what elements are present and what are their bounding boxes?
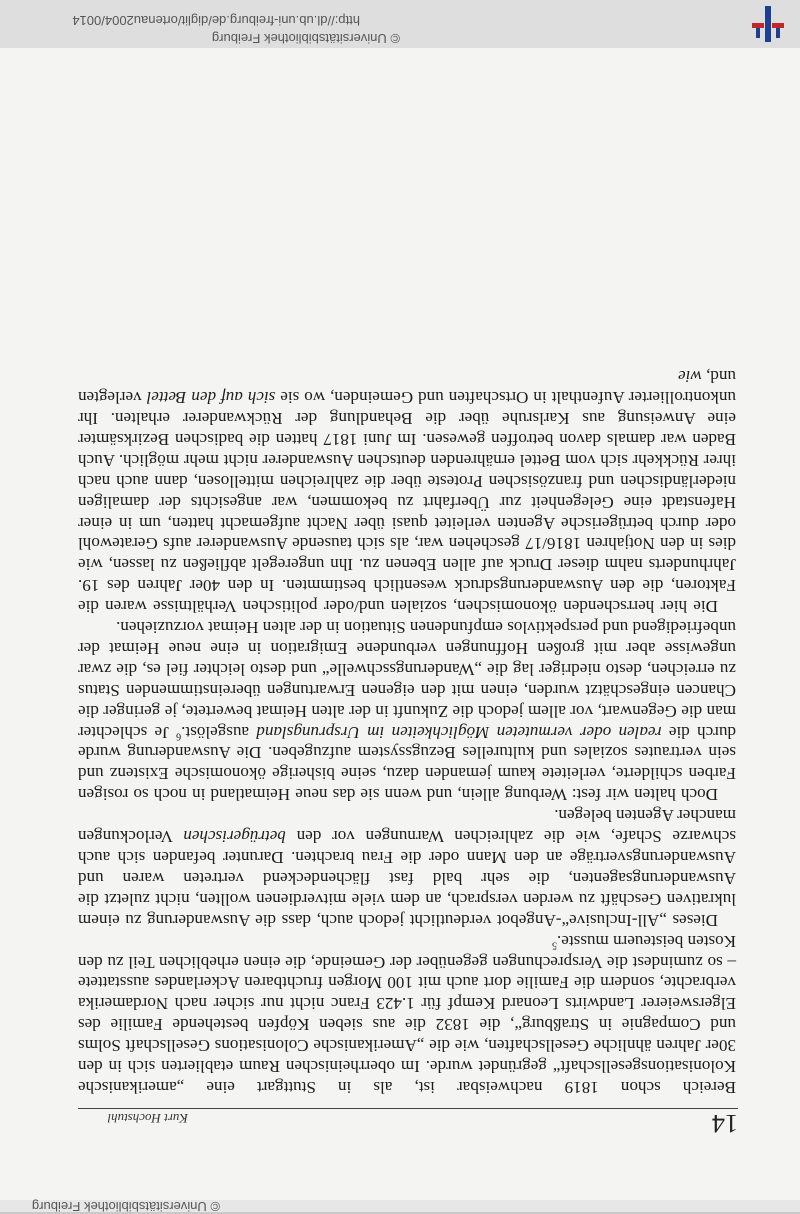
paragraph-4: Die hier herrschenden ökonomischen, sozialen und/oder politischen Verhältnisse waren die Faktoren, die den Auswanderungsdruck wesentlich bestimmten. In den 40er Jahren des 19. Jahrhunderts nahm dieser Druck auf allen Ebenen zu. Ihn ungeregelt abfließen zu lassen, wie dies in den Notjahren 1816/17 geschehen war, als sich tausende Auswanderer aufs Geratewohl oder durch betrügerische Agenten verleitet quasi über Nacht aufgemacht hatten, um in einer Hafenstadt eine Gelegenheit zur Überfahrt zu bekommen, war angesichts der damaligen niederländischen und französischen Proteste über die zahlreichen mittellosen, dann auch nach ihrer Rückkehr sich vom Bettel ernährenden deutschen Auswanderer nicht mehr möglich. Auch Baden war damals davon betroffen gewesen. Im Juni 1817 hatten die badischen Bezirksämter eine Anweisung aus Karlsruhe über die Behandlung der Rückwanderer erhalten. Ihr unkontrollierter Aufenthalt in Ortschaften und Gemeinden, wo sie sich auf den Bettel verlegten und, wie xyxy=(78,367,736,617)
running-head: Kurt Hochstuhl xyxy=(107,1111,188,1126)
viewer-bottom-bar xyxy=(0,0,800,48)
body-text xyxy=(78,365,736,1097)
header-rule xyxy=(78,1108,738,1109)
university-logo-icon xyxy=(748,4,788,44)
page-number: 14 xyxy=(712,1109,738,1138)
copyright-top: © Universitätsbibliothek Freiburg xyxy=(31,1199,220,1214)
footnote-ref-5[interactable]: 5 xyxy=(552,939,558,951)
footnote-ref-6[interactable]: 6 xyxy=(176,730,182,742)
paragraph-3: Doch halten wir fest: Werbung allein, und wenn sie das neue Heimatland in noch so rosigen Farben schilderte, verleitete kaum jemanden dazu, seine bisherige ökonomische Existenz und sein vertrautes soziales und kulturelles Bezugssystem aufzugeben. Die Auswanderung wurde durch die realen oder vermuteten Möglichkeiten im Ursprungsland ausgelöst.$^6$ Je schlechter man die Gegenwart, vor allem jedoch die Zukunft in der alten Heimat bewertete, je geringer die Chancen eingeschätzt wurden, einen mit den eigenen Erwartungen übereinstimmenden Status zu erreichen, desto niedriger lag die „Wanderungsschwelle“ und desto leichter fiel es, die zwar ungewisse aber mit großen Hoffnungen verbundene Emigration in eine neue Heimat der unbefriedigend und perspektivlos empfundenen Situation in der alten Heimat vorzuziehen. xyxy=(78,618,736,805)
copyright-bottom: © Universitätsbibliothek Freiburg xyxy=(211,31,400,46)
source-url[interactable]: http://dl.ub.uni-freiburg.de/diglit/ortenau2004/0014 xyxy=(72,13,360,28)
viewer-top-strip xyxy=(0,1200,800,1212)
paragraph-1: Bereich schon 1819 nachweisbar ist, als in Stuttgart eine „amerikanische Kolonisationsgesellschaft“ gegründet wurde. Im oberrheinischen Raum etablierten sich in den 30er Jahren ähnliche Gesellschaften, wie die „Amerikanische Colonisations Gesellschaft Solms und Compagnie in Straßburg“, die 1832 die aus sieben Köpfen bestehende Familie des Elgersweierer Landwirts Leonard Kempf für 1.423 Franc nicht nur sicher nach Nordamerika verbrachte, sondern die Familie dort auch mit 100 Morgen fruchtbaren Ackerlandes ausstattete – so zumindest die Versprechungen gegenüber der Gemeinde, die einen erheblichen Teil zu den Kosten beisteuern musste.$^5$ xyxy=(78,931,736,1097)
paragraph-2: Dieses „All-Inclusive“-Angebot verdeutlicht jedoch auch, dass die Auswanderung zu einem lukrativen Geschäft zu werden versprach, an dem viele mitverdienen wollten, nicht zuletzt die Auswanderungsagenten, die sehr bald fast flächendeckend vertreten waren und Auswanderungsverträge an den Mann oder die Frau brachten. Darunter befanden sich auch schwarze Schafe, wie die zahlreichen Warnungen vor den betrügerischen Verlockungen mancher Agenten belegen. xyxy=(78,806,736,930)
